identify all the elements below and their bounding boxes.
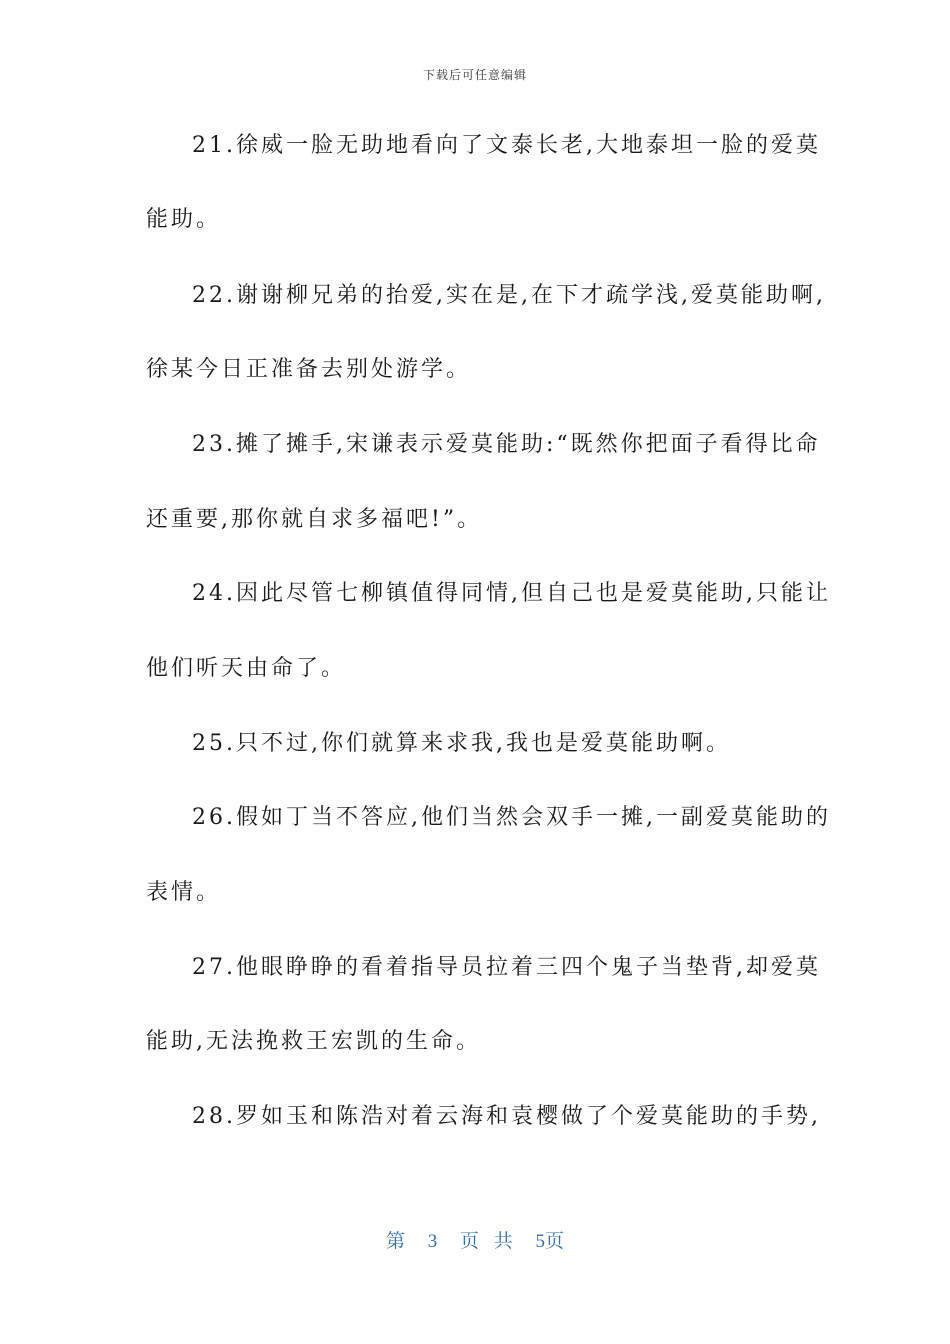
paragraph-23-line-2: 还重要,那你就自求多福吧!”。 (146, 507, 483, 532)
paragraph-21-line-1: 21.徐威一脸无助地看向了文泰长老,大地泰坦一脸的爱莫 (192, 133, 821, 158)
paragraph-26-line-1: 26.假如丁当不答应,他们当然会双手一摊,一副爱莫能助的 (192, 805, 831, 830)
page-footer (0, 1226, 950, 1253)
paragraph-26-line-2: 表情。 (146, 880, 222, 905)
paragraph-22-line-1: 22.谢谢柳兄弟的抬爱,实在是,在下才疏学浅,爱莫能助啊, (192, 283, 826, 308)
paragraph-27-line-2: 能助,无法挽救王宏凯的生命。 (146, 1029, 481, 1054)
paragraph-28-line-1: 28.罗如玉和陈浩对着云海和袁樱做了个爱莫能助的手势, (192, 1104, 821, 1129)
footer-page-number: 3 (427, 1231, 438, 1252)
paragraph-23-line-1: 23.摊了摊手,宋谦表示爱莫能助:“既然你把面子看得比命 (192, 432, 821, 457)
footer-prefix: 第 (385, 1231, 405, 1252)
paragraph-27-line-1: 27.他眼睁睁的看着指导员拉着三四个鬼子当垫背,却爱莫 (192, 955, 821, 980)
paragraph-21-line-2: 能助。 (146, 207, 222, 232)
page-header: 下载后可任意编辑 (422, 68, 527, 82)
paragraph-24-line-2: 他们听天由命了。 (146, 656, 347, 681)
paragraph-25-line-1: 25.只不过,你们就算来求我,我也是爱莫能助啊。 (192, 731, 731, 756)
paragraph-22-line-2: 徐某今日正准备去别处游学。 (146, 357, 472, 382)
footer-total: 5页 (535, 1231, 565, 1252)
paragraph-24-line-1: 24.因此尽管七柳镇值得同情,但自己也是爱莫能助,只能让 (192, 581, 831, 606)
footer-middle: 页 共 (459, 1231, 513, 1252)
